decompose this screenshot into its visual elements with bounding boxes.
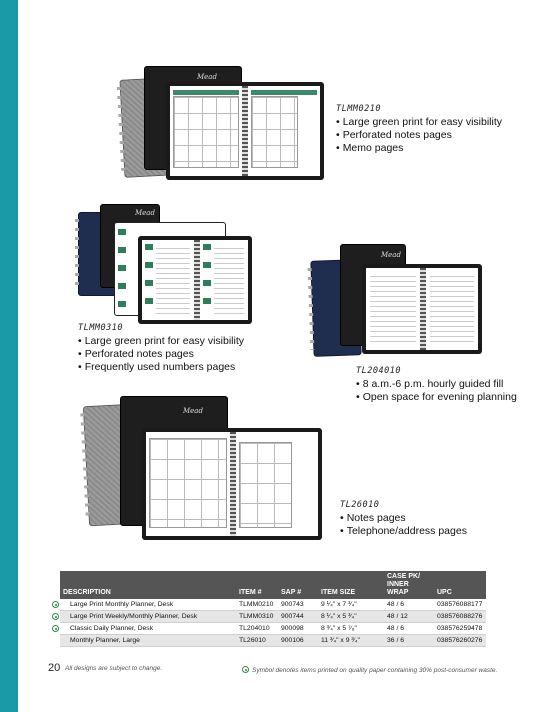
planner-open-weekly xyxy=(138,236,252,324)
product-code: TLMM0310 xyxy=(78,323,123,333)
cell-size: 11 ³⁄₄" x 9 ³⁄₄" xyxy=(318,635,384,647)
cell-case: 48 / 12 xyxy=(384,611,434,623)
eco-icon xyxy=(52,601,59,608)
disclaimer-text: All designs are subject to change. xyxy=(65,665,163,672)
column-header: UPC xyxy=(434,571,486,599)
cell-upc: 038576259478 xyxy=(434,623,486,635)
feature-item: • Notes pages xyxy=(340,512,467,525)
product-table xyxy=(60,571,486,647)
product-code: TLMM0210 xyxy=(336,104,381,114)
planner-open-monthly xyxy=(166,82,324,180)
cell-sap: 900098 xyxy=(278,623,318,635)
planner-left-page xyxy=(170,86,242,176)
eco-icon xyxy=(52,625,59,632)
cell-upc: 038576088177 xyxy=(434,599,486,611)
product-tl204010 xyxy=(356,366,517,404)
cell-upc: 038576088276 xyxy=(434,611,486,623)
cell-size: 8 ³⁄₄" x 5 ⁷⁄₈" xyxy=(318,623,384,635)
page-number: 20 xyxy=(48,662,61,674)
planner-left-page xyxy=(142,240,194,320)
feature-item: • Large green print for easy visibility xyxy=(78,335,244,348)
cell-case: 48 / 6 xyxy=(384,599,434,611)
product-code: TL26010 xyxy=(340,500,380,510)
column-header: ITEM SIZE xyxy=(318,571,384,599)
cell-sap: 900106 xyxy=(278,635,318,647)
planner-left-page xyxy=(366,268,420,350)
planner-right-page xyxy=(248,86,320,176)
feature-list xyxy=(356,378,517,404)
cell-size: 9 ¹⁄₄" x 7 ³⁄₄" xyxy=(318,599,384,611)
cell-description: Monthly Planner, Large xyxy=(60,635,236,647)
planner-open-daily xyxy=(362,264,482,354)
accent-bar xyxy=(0,0,18,712)
product-tl26010 xyxy=(340,500,467,538)
column-header: ITEM # xyxy=(236,571,278,599)
mead-logo: Mead xyxy=(197,73,217,81)
cell-case: 36 / 6 xyxy=(384,635,434,647)
feature-item: • Memo pages xyxy=(336,142,502,155)
cell-size: 8 ¹⁄₄" x 5 ³⁄₄" xyxy=(318,611,384,623)
mead-logo: Mead xyxy=(135,209,155,217)
eco-note xyxy=(242,665,497,674)
product-code: TL204010 xyxy=(356,366,401,376)
mead-logo: Mead xyxy=(183,407,203,415)
eco-icon xyxy=(52,613,59,620)
feature-item: • Open space for evening planning xyxy=(356,391,517,404)
cell-upc: 038576260276 xyxy=(434,635,486,647)
feature-list xyxy=(340,512,467,538)
column-header: CASE PK/ INNER WRAP xyxy=(384,571,434,599)
eco-icon xyxy=(242,666,249,673)
feature-item: • Large green print for easy visibility xyxy=(336,116,502,129)
table-row xyxy=(60,599,486,611)
planner-left-page xyxy=(146,432,230,536)
cell-item: TLMM0310 xyxy=(236,611,278,623)
planner-right-page xyxy=(426,268,478,350)
cell-item: TL26010 xyxy=(236,635,278,647)
column-header: DESCRIPTION xyxy=(60,571,236,599)
feature-item: • Frequently used numbers pages xyxy=(78,361,244,374)
product-tlmm0310 xyxy=(78,323,244,374)
table-row xyxy=(60,611,486,623)
page-footer xyxy=(48,664,510,678)
feature-list xyxy=(336,116,502,155)
cell-sap: 900744 xyxy=(278,611,318,623)
planner-right-page xyxy=(200,240,248,320)
cell-description: Large Print Monthly Planner, Desk xyxy=(60,599,236,611)
product-tlmm0210 xyxy=(336,104,502,155)
feature-item: • Perforated notes pages xyxy=(336,129,502,142)
table-row xyxy=(60,623,486,635)
table-row xyxy=(60,635,486,647)
planner-open-monthly-large xyxy=(142,428,322,540)
cell-description: Large Print Weekly/Monthly Planner, Desk xyxy=(60,611,236,623)
cell-case: 48 / 6 xyxy=(384,623,434,635)
table-header-row xyxy=(60,571,486,599)
cell-sap: 900743 xyxy=(278,599,318,611)
cell-description: Classic Daily Planner, Desk xyxy=(60,623,236,635)
feature-item: • Perforated notes pages xyxy=(78,348,244,361)
mead-logo: Mead xyxy=(381,251,401,259)
cell-item: TL204010 xyxy=(236,623,278,635)
cell-item: TLMM0210 xyxy=(236,599,278,611)
planner-right-page xyxy=(236,432,318,536)
column-header: SAP # xyxy=(278,571,318,599)
feature-list xyxy=(78,335,244,374)
feature-item: • 8 a.m.-6 p.m. hourly guided fill xyxy=(356,378,517,391)
eco-note-text: Symbol denotes items printed on quality paper containing 30% post-consumer waste. xyxy=(252,667,498,674)
feature-item: • Telephone/address pages xyxy=(340,525,467,538)
